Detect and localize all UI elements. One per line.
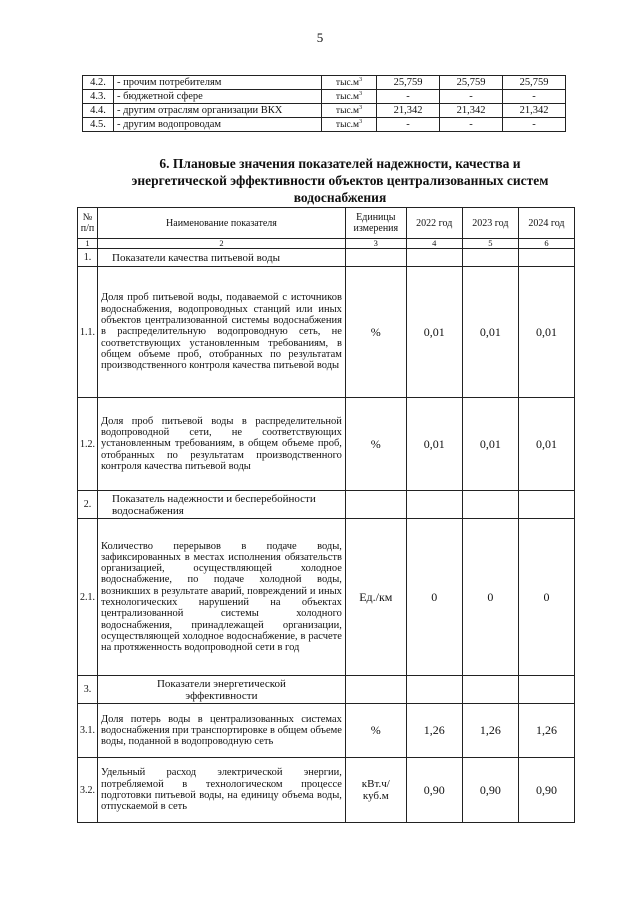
value-cell: - [377, 118, 440, 132]
row-number: 3.1. [78, 704, 98, 758]
row-unit: $тыс.м^3$ [322, 118, 377, 132]
value-cell: 0 [518, 519, 574, 676]
row-name: Удельный расход электрической энергии, потребляемой в технологическом процессе подготовки питьевой воды, на единицу объема воды, отпускаемой в сеть [98, 758, 346, 823]
row-unit: % [345, 704, 406, 758]
row-unit: $тыс.м^3$ [322, 90, 377, 104]
row-unit [345, 676, 406, 704]
table-row [83, 118, 566, 132]
value-cell: 0 [462, 519, 518, 676]
value-cell [462, 491, 518, 519]
table-row [78, 249, 575, 267]
value-cell: 1,26 [462, 704, 518, 758]
value-cell [462, 676, 518, 704]
value-cell: 0 [406, 519, 462, 676]
value-cell: 0,90 [406, 758, 462, 823]
table-row [78, 704, 575, 758]
header-year-2023: 2023 год [462, 208, 518, 239]
value-cell [518, 249, 574, 267]
row-name: - прочим потребителям [114, 76, 322, 90]
value-cell: 0,01 [462, 398, 518, 491]
value-cell [406, 249, 462, 267]
row-number: 2. [78, 491, 98, 519]
table-row [78, 676, 575, 704]
table-row [78, 267, 575, 398]
value-cell: 21,342 [440, 104, 503, 118]
row-unit: $тыс.м^3$ [322, 104, 377, 118]
page-number: 5 [316, 30, 324, 45]
value-cell: - [440, 118, 503, 132]
row-unit: Ед./км [345, 519, 406, 676]
table-row [78, 398, 575, 491]
value-cell: 1,26 [518, 704, 574, 758]
row-number: 4.3. [83, 90, 114, 104]
indicators-table [77, 207, 575, 823]
row-unit [345, 491, 406, 519]
value-cell: 0,90 [462, 758, 518, 823]
row-name: Доля проб питьевой воды, подаваемой с источников водоснабжения, водопроводных станций или иных объектов централизованной системы водоснабжения в распределительную водопроводную сеть, не соответствующих установленным требованиям, в общем объеме проб, отобранных по результатам производственного контроля качества питьевой воды [98, 267, 346, 398]
row-name: Доля потерь воды в централизованных системах водоснабжения при транспортировке в общем объеме воды, поданной в водопроводную сеть [98, 704, 346, 758]
value-cell: 0,01 [518, 267, 574, 398]
value-cell: 0,01 [406, 267, 462, 398]
row-number: 1.1. [78, 267, 98, 398]
header-unit: Единицы измерения [345, 208, 406, 239]
value-cell: - [503, 90, 566, 104]
value-cell: 21,342 [503, 104, 566, 118]
row-number: 3.2. [78, 758, 98, 823]
row-unit: % [345, 398, 406, 491]
continuation-table [82, 75, 566, 132]
value-cell [406, 491, 462, 519]
row-unit [345, 249, 406, 267]
header-name: Наименование показателя [98, 208, 346, 239]
table-row [83, 90, 566, 104]
row-name: Показатель надежности и бесперебойности водоснабжения [98, 491, 346, 519]
column-index-row [78, 239, 575, 249]
row-number: 2.1. [78, 519, 98, 676]
column-index: 5 [462, 239, 518, 249]
header-year-2022: 2022 год [406, 208, 462, 239]
header-row [78, 208, 575, 239]
table-row [83, 104, 566, 118]
row-unit: кВт.ч/куб.м [345, 758, 406, 823]
row-name: Показатели качества питьевой воды [98, 249, 346, 267]
value-cell [462, 249, 518, 267]
row-name: - другим отраслям организации ВКХ [114, 104, 322, 118]
row-name: Показатели энергетической эффективности [98, 676, 346, 704]
column-index: 1 [78, 239, 98, 249]
column-index: 4 [406, 239, 462, 249]
row-number: 1. [78, 249, 98, 267]
column-index: 3 [345, 239, 406, 249]
header-num: № п/п [78, 208, 98, 239]
column-index: 6 [518, 239, 574, 249]
value-cell: - [440, 90, 503, 104]
value-cell: 25,759 [440, 76, 503, 90]
row-name: - другим водопроводам [114, 118, 322, 132]
row-number: 4.5. [83, 118, 114, 132]
row-unit: $тыс.м^3$ [322, 76, 377, 90]
row-number: 4.2. [83, 76, 114, 90]
value-cell: 0,90 [518, 758, 574, 823]
table-row [78, 491, 575, 519]
value-cell [406, 676, 462, 704]
column-index: 2 [98, 239, 346, 249]
value-cell [518, 676, 574, 704]
row-unit: % [345, 267, 406, 398]
row-name: Количество перерывов в подаче воды, зафиксированных в местах исполнения обязательств организацией, осуществляющей холодное водоснабжение, по подаче холодной воды, возникших в результате аварий, повреждений и иных технологических нарушений на объектах централизованной системы холодного водоснабжения, принадлежащей организации, осуществляющей холодное водоснабжение, в расчете на протяженность водопроводной сети в год [98, 519, 346, 676]
value-cell: 1,26 [406, 704, 462, 758]
value-cell: 25,759 [377, 76, 440, 90]
row-number: 3. [78, 676, 98, 704]
row-number: 4.4. [83, 104, 114, 118]
header-year-2024: 2024 год [518, 208, 574, 239]
table-row [78, 519, 575, 676]
row-name: Доля проб питьевой воды в распределительной водопроводной сети, не соответствующих установленным требованиям, в общем объеме проб, отобранных по результатам производственного контроля качества питьевой воды [98, 398, 346, 491]
value-cell [518, 491, 574, 519]
value-cell: 21,342 [377, 104, 440, 118]
value-cell: 0,01 [462, 267, 518, 398]
row-name: - бюджетной сфере [114, 90, 322, 104]
table-row [83, 76, 566, 90]
value-cell: - [503, 118, 566, 132]
value-cell: - [377, 90, 440, 104]
section-title: 6. Плановые значения показателей надежности, качества и энергетической эффективности объектов централизованных систем водоснабжения [131, 156, 549, 205]
value-cell: 0,01 [406, 398, 462, 491]
value-cell: 0,01 [518, 398, 574, 491]
value-cell: 25,759 [503, 76, 566, 90]
table-row [78, 758, 575, 823]
row-number: 1.2. [78, 398, 98, 491]
